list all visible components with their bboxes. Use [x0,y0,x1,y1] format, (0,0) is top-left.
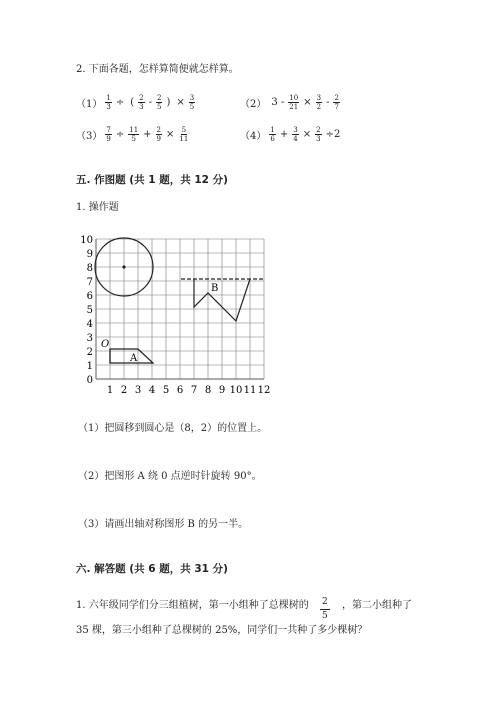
fraction: $\frac{2}{9}$ [156,126,162,143]
expression-label: （4） [240,131,267,142]
word-problem-1-line1: 1. 六年级同学们分三组植树，第一小组种了总棵树的 [76,600,309,611]
coordinate-grid-figure [80,228,290,396]
operator: ÷ [115,129,125,140]
operator: ÷2 [325,129,341,140]
shape-b-label: B [211,283,219,294]
circle-center-dot [122,265,125,268]
fraction: $\frac{11}{5}$ [129,126,139,143]
fraction: $\frac{3}{2}$ [316,94,322,111]
y-tick-label: 6 [86,291,93,302]
x-tick-label: 10 [229,385,243,396]
y-tick-label: 7 [86,277,93,288]
y-tick-label: 4 [86,319,93,330]
fraction: $\frac{3}{5}$ [189,94,195,111]
operator: × [303,97,312,108]
expression-label: （2） [240,99,267,110]
operator: + [279,129,289,140]
word-problem-1-fraction: $\frac{2}{5}$ [322,597,328,621]
y-tick-label: 1 [86,361,93,372]
x-tick-label: 7 [190,385,198,396]
fraction: $\frac{3}{4}$ [293,126,298,143]
expression-4 [240,126,343,143]
operator: ( [130,97,135,108]
origin-label: O [101,339,110,350]
fraction: $\frac{10}{21}$ [289,94,299,111]
y-tick-label: 2 [86,347,93,358]
x-tick-label: 4 [148,385,156,396]
operator: ) [166,97,171,108]
y-tick-label: 0 [86,375,93,386]
x-tick-label: 12 [257,385,271,396]
x-tick-label: 1 [106,385,114,396]
fraction: $\frac{2}{3}$ [139,94,144,111]
fraction: $\frac{2}{7}$ [334,94,339,111]
expression-label: （1） [76,99,103,110]
fraction: $\frac{5}{11}$ [179,126,189,143]
x-tick-label: 8 [204,385,212,396]
shape-a-label: A [130,353,138,364]
section-6-heading: 六. 解答题 (共 6 题，共 31 分) [76,563,228,575]
operator: ÷ [115,97,125,108]
operator: × [302,129,312,140]
y-tick-label: 8 [86,263,93,274]
operator: × [166,129,175,140]
fraction: $\frac{2}{5}$ [157,94,162,111]
x-tick-label: 2 [120,385,128,396]
expression-3 [76,126,190,143]
operator: - [148,97,152,108]
x-tick-label: 9 [218,385,226,396]
operation-question-label: 1. 操作题 [76,202,119,213]
y-tick-label: 10 [80,235,93,246]
expression-label: （3） [76,131,103,142]
fraction: $\frac{2}{3}$ [316,126,321,143]
word-problem-1-line2: 35 棵，第三小组种了总棵树的 25%，同学们一共种了多少棵树？ [76,625,368,636]
operator: × [176,97,185,108]
fraction: $\frac{7}{9}$ [106,126,111,143]
fraction: $\frac{1}{6}$ [270,126,275,143]
y-axis-labels [80,235,93,386]
x-tick-label: 11 [243,385,257,396]
operator: - [326,97,330,108]
x-tick-label: 6 [176,385,184,396]
expression-2 [240,94,341,111]
y-tick-label: 5 [86,305,93,316]
y-tick-label: 9 [86,249,93,260]
x-axis-labels [107,385,271,396]
section-5-heading: 五. 作图题 (共 1 题，共 12 分) [76,174,228,186]
operator: + [143,129,152,140]
task-2-text: （2）把图形 A 绕 0 点逆时针旋转 90°。 [78,471,262,482]
task-3-text: （3）请画出轴对称图形 B 的另一半。 [78,519,249,530]
x-tick-label: 5 [162,385,170,396]
x-tick-label: 3 [134,385,142,396]
word-problem-1-line1b: ，第二小组种了 [342,600,412,611]
operator: 3 - [271,97,285,108]
question-2-intro: 2. 下面各题，怎样算简便就怎样算。 [76,64,239,75]
fraction: $\frac{1}{3}$ [106,94,111,111]
expression-1 [76,94,196,111]
y-tick-label: 3 [86,333,93,344]
grid-lines [96,239,264,379]
task-1-text: （1）把圆移到圆心是（8，2）的位置上。 [78,423,268,434]
